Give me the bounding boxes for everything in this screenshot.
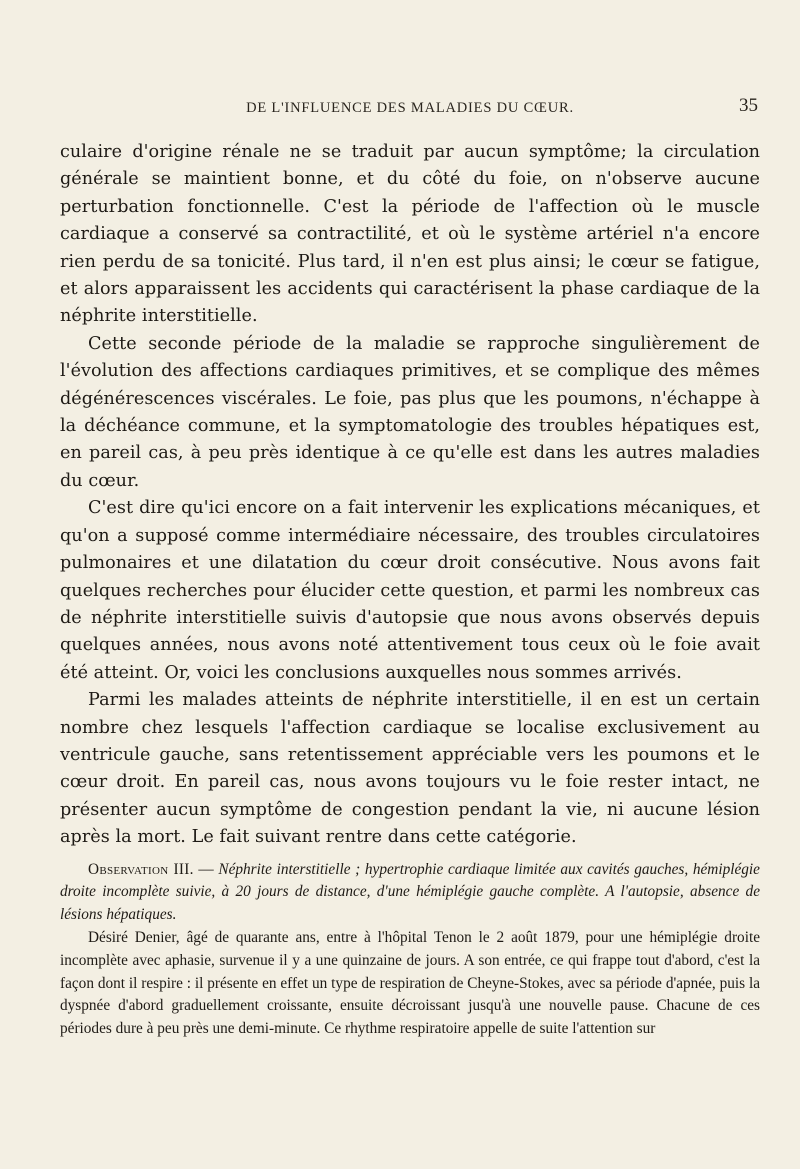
main-text [60,139,760,852]
observation-dash: — [193,860,219,878]
page-number: 35 [739,95,758,116]
paragraph: C'est dire qu'ici encore on a fait intervenir les explications mécaniques, et qu'on a supposé comme intermédiaire nécessaire, des troubles circulatoires pulmonaires et une dilatation du cœur droit consécutive. Nous avons fait quelques recherches pour élucider cette question, et parmi les nombreux cas de néphrite interstitielle suivis d'autopsie que nous avons observés depuis quelques années, nous avons noté attentivement tous ceux où le foie avait été atteint. Or, voici les conclusions auxquelles nous sommes arrivés. [60,498,760,683]
paragraph-continuation: culaire d'origine rénale ne se traduit par aucun symptôme; la circulation générale se maintient bonne, et du côté du foie, on n'observe aucune perturbation fonctionnelle. C'est la période de l'affection où le muscle cardiaque a conservé sa contractilité, et où le système artériel n'a encore rien perdu de sa tonicité. Plus tard, il n'en est plus ainsi; le cœur se fatigue, et alors apparaissent les accidents qui caractérisent la phase cardiaque de la néphrite interstitielle. [60,142,760,327]
paragraph: Cette seconde période de la maladie se rapproche singulièrement de l'évolution des affections cardiaques primitives, et se complique des mêmes dégénérescences viscérales. Le foie, pas plus que les poumons, n'échappe à la déchéance commune, et la symptomatologie des troubles hépatiques est, en pareil cas, à peu près identique à ce qu'elle est dans les autres maladies du cœur. [60,333,760,491]
book-page [60,95,760,1041]
observation-title: Néphrite interstitielle ; hypertrophie cardiaque limitée aux cavités gauches, hémiplégie droite incomplète suivie, à 20 jours de distance, d'une hémiplégie gauche complète. A l'autopsie, absence de lésions hépatiques. [60,860,760,924]
running-title: DE L'INFLUENCE DES MALADIES DU CŒUR. [246,100,574,116]
running-header [60,95,760,128]
observation-block [60,859,760,1041]
observation-text: Désiré Denier, âgé de quarante ans, entre à l'hôpital Tenon le 2 août 1879, pour une hémiplégie droite incomplète avec aphasie, survenue il y a une quinzaine de jours. A son entrée, ce qui frappe tout d'abord, c'est la façon dont il respire : il présente en effet un type de respiration de Cheyne-Stokes, avec sa période d'apnée, puis la dyspnée d'abord graduellement croissante, ensuite décroissant jusqu'à une nouvelle pause. Chacune de ces périodes dure à peu près une demi-minute. Ce rhythme respiratoire appelle de suite l'attention sur [60,928,760,1038]
observation-label: Observation III. [88,860,194,878]
observation-heading [60,859,760,927]
paragraph: Parmi les malades atteints de néphrite interstitielle, il en est un certain nombre chez lesquels l'affection cardiaque se localise exclusivement au ventricule gauche, sans retentissement appréciable vers les poumons et le cœur droit. En pareil cas, nous avons toujours vu le foie rester intact, ne présenter aucun symptôme de congestion pendant la vie, ni aucune lésion après la mort. Le fait suivant rentre dans cette catégorie. [60,690,760,848]
